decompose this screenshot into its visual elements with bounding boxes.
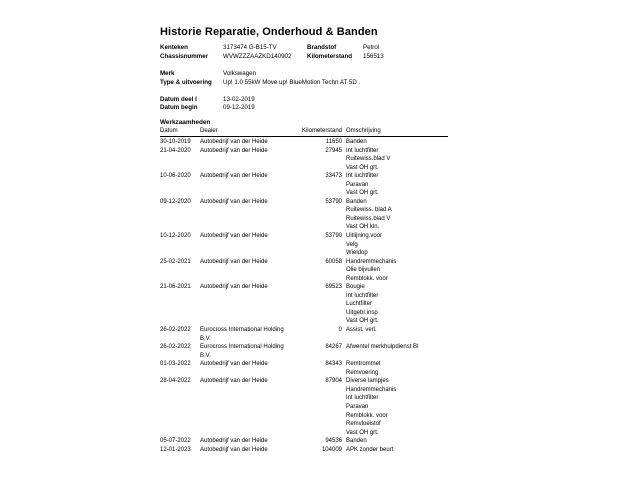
datum-begin-label: Datum begin [160,104,198,111]
cell-omschrijving: Banden [346,198,367,205]
table-row [160,386,448,395]
datum-begin-value: 09-12-2019 [223,104,255,111]
cell-omschrijving: Int luchtfilter [346,173,379,180]
cell-omschrijving: Uitlijning.voor [346,233,383,240]
cell-date: 26-02-2022 [160,327,191,334]
cell-date: 25-02-2021 [160,258,191,265]
table-row [160,241,448,250]
cell-omschrijving: Handremmechanis [346,258,397,265]
cell-omschrijving: Remtrommel [346,361,381,368]
table-row [160,189,448,198]
cell-dealer: Autobedrijf van der Heide [200,361,268,368]
type-label: Type & uitvoering [160,79,212,86]
cell-dealer: Eurocross International Holding B.V. [200,327,284,342]
table-body [160,138,448,454]
header-omschrijving: Omschrijving [346,128,381,134]
cell-omschrijving: Diverse lampjes [346,378,389,385]
cell-omschrijving: Remblokk. voor [346,412,388,419]
cell-kilometerstand: 0 [338,327,342,334]
cell-dealer: Autobedrijf van der Heide [200,258,268,265]
cell-date: 21-04-2020 [160,147,191,154]
cell-omschrijving: Assist. verl. [346,327,377,334]
cell-omschrijving: Olie bijvullen [346,267,381,274]
table-row [160,317,448,326]
table-row [160,412,448,421]
cell-kilometerstand: 104009 [321,446,342,453]
header-dealer: Dealer [200,128,218,134]
cell-dealer: Autobedrijf van der Heide [200,378,268,385]
table-row [160,164,448,173]
table-row [160,394,448,403]
cell-dealer: Autobedrijf van der Heide [200,446,268,453]
cell-omschrijving: Paravan [346,403,369,410]
datum-deel-value: 13-02-2019 [223,96,255,103]
table-row [160,283,448,292]
merk-value: Volkswagen [223,70,257,77]
cell-omschrijving: Banden [346,438,367,445]
cell-omschrijving: Vast OH grt. [346,190,379,197]
table-row [160,266,448,275]
table-row [160,377,448,386]
kenteken-value: 3173474 G-B15-TV [223,44,277,51]
cell-omschrijving: Velg [346,241,358,248]
cell-kilometerstand: 60058 [325,258,342,265]
table-row [160,309,448,318]
cell-kilometerstand: 27945 [325,147,342,154]
table-row [160,215,448,224]
table-row [160,437,448,446]
cell-omschrijving: Wieldop [346,250,368,257]
cell-omschrijving: Remvoering [346,369,379,376]
table-row [160,360,448,369]
cell-kilometerstand: 84267 [325,344,342,351]
cell-kilometerstand: 87904 [325,378,342,385]
kenteken-label: Kenteken [160,44,188,51]
cell-omschrijving: Ruitewiss.blad V [346,156,391,163]
cell-date: 05-07-2022 [160,438,191,445]
cell-dealer: Autobedrijf van der Heide [200,139,268,145]
cell-kilometerstand: 53790 [325,198,342,205]
cell-omschrijving: Banden [346,139,367,145]
chassis-value: WVWZZZAAZKD140902 [223,53,292,60]
cell-date: 28-04-2022 [160,378,191,385]
table-row [160,206,448,215]
table-row [160,446,448,455]
table-row [160,429,448,438]
cell-dealer: Autobedrijf van der Heide [200,173,268,180]
brandstof-label: Brandstof [307,44,337,51]
cell-date: 30-10-2019 [160,139,191,145]
type-value: Up! 1.0 55kW Move up! BlueMotion Techn AT 5D . [223,79,361,86]
cell-omschrijving: Uitgebr.insp [346,309,378,316]
cell-omschrijving: Ruitewiss.blad V [346,215,391,222]
table-row [160,181,448,190]
cell-omschrijving: Afwentel merkhulpdienst BI [346,344,419,351]
merk-label: Merk [160,70,175,77]
cell-kilometerstand: 94536 [325,438,342,445]
cell-dealer: Eurocross International Holding B.V. [200,344,284,359]
cell-omschrijving: Vast OH grt. [346,164,379,171]
datum-deel-label: Datum deel I [160,96,197,103]
table-row [160,198,448,207]
brandstof-value: Petrol [363,44,380,51]
table-row [160,249,448,258]
cell-date: 10-12-2020 [160,233,191,240]
cell-omschrijving: Bougie [346,284,365,291]
table-header [160,128,448,137]
cell-omschrijving: Vast OH grt. [346,318,379,325]
table-row [160,223,448,232]
cell-omschrijving: Int luchtfilter [346,395,379,402]
cell-omschrijving: Ruitewiss. blad A [346,207,392,214]
table-row [160,258,448,267]
cell-omschrijving: APK zonder beurt [346,446,394,453]
table-row [160,420,448,429]
cell-dealer: Autobedrijf van der Heide [200,233,268,240]
cell-omschrijving: Vast OH grt. [346,429,379,436]
kilometerstand-label: Kilometerstand [307,53,353,60]
cell-date: 01-03-2022 [160,361,191,368]
table-row [160,275,448,284]
cell-kilometerstand: 84343 [325,361,342,368]
cell-kilometerstand: 33473 [325,173,342,180]
page-title: Historie Reparatie, Onderhoud & Banden [160,26,378,38]
werkzaamheden-title: Werkzaamheden [160,119,211,126]
cell-omschrijving: Remvloeistof [346,421,381,428]
table-row [160,155,448,164]
table-row [160,292,448,301]
table-row [160,232,448,241]
table-row [160,343,448,360]
table-row [160,300,448,309]
table-row [160,138,448,147]
cell-omschrijving: Vast OH kln. [346,224,380,231]
cell-date: 26-02-2022 [160,344,191,351]
cell-omschrijving: Luchtfilter [346,301,373,308]
cell-omschrijving: Remblokk. voor [346,275,388,282]
cell-date: 10-06-2020 [160,173,191,180]
chassis-label: Chassisnummer [160,53,209,60]
cell-omschrijving: Paravan [346,181,369,188]
header-datum: Datum [160,128,178,134]
cell-date: 09-12-2020 [160,198,191,205]
cell-kilometerstand: 69523 [325,284,342,291]
cell-date: 12-01-2023 [160,446,191,453]
cell-dealer: Autobedrijf van der Heide [200,284,268,291]
table-row [160,369,448,378]
kilometerstand-value: 156513 [363,53,384,60]
cell-dealer: Autobedrijf van der Heide [200,198,268,205]
cell-omschrijving: Int luchtfilter [346,292,379,299]
cell-kilometerstand: 11650 [325,139,342,145]
cell-kilometerstand: 53790 [325,233,342,240]
table-row [160,326,448,343]
cell-dealer: Autobedrijf van der Heide [200,438,268,445]
table-row [160,147,448,156]
cell-omschrijving: Int luchtfilter [346,147,379,154]
header-kilometerstand: Kilometerstand [301,128,342,134]
cell-omschrijving: Handremmechanis [346,386,397,393]
cell-date: 21-06-2021 [160,284,191,291]
cell-dealer: Autobedrijf van der Heide [200,147,268,154]
table-row [160,172,448,181]
table-row [160,403,448,412]
